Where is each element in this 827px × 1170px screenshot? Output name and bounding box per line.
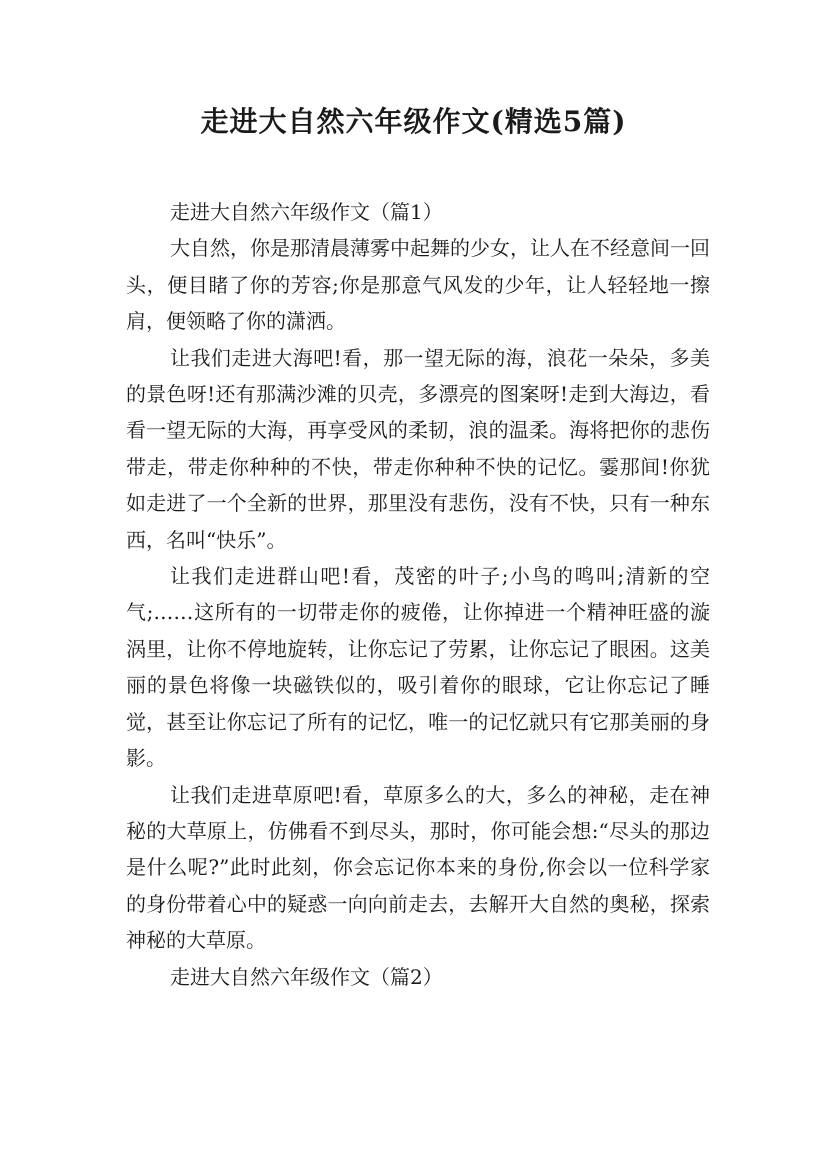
document-body: [126, 194, 710, 995]
document-title: 走进大自然六年级作文(精选5篇): [200, 105, 627, 138]
section-heading-2: 走进大自然六年级作文（篇2）: [170, 964, 443, 989]
paragraph-mountains: 让我们走进群山吧!看，茂密的叶子;小鸟的鸣叫;清新的空气;……这所有的一切带走你的疲倦，让你掉进一个精神旺盛的漩涡里，让你不停地旋转，让你忘记了劳累，让你忘记了眼困。这美丽的景色将像一块磁铁似的，吸引着你的眼球，它让你忘记了睡觉，甚至让你忘记了所有的记忆，唯一的记忆就只有它那美丽的身影。: [126, 564, 710, 771]
paragraph-intro: 大自然，你是那清晨薄雾中起舞的少女，让人在不经意间一回头，便目睹了你的芳容;你是那意气风发的少年，让人轻轻地一擦肩，便领略了你的潇洒。: [126, 236, 710, 334]
paragraph-sea: 让我们走进大海吧!看，那一望无际的海，浪花一朵朵，多美的景色呀!还有那满沙滩的贝壳，多漂亮的图案呀!走到大海边，看看一望无际的大海，再享受风的柔韧，浪的温柔。海将把你的悲伤带走，带走你种种的不快，带走你种种不快的记忆。霎那间!你犹如走进了一个全新的世界，那里没有悲伤，没有不快，只有一种东西，名叫“快乐”。: [126, 345, 710, 552]
paragraph-grassland: 让我们走进草原吧!看，草原多么的大，多么的神秘，走在神秘的大草原上，仿佛看不到尽头，那时，你可能会想:“尽头的那边是什么呢?”此时此刻，你会忘记你本来的身份,你会以一位科学家的身份带着心中的疑惑一向向前走去，去解开大自然的奥秘，探索神秘的大草原。: [126, 782, 710, 953]
section-heading-1: 走进大自然六年级作文（篇1）: [170, 200, 443, 224]
